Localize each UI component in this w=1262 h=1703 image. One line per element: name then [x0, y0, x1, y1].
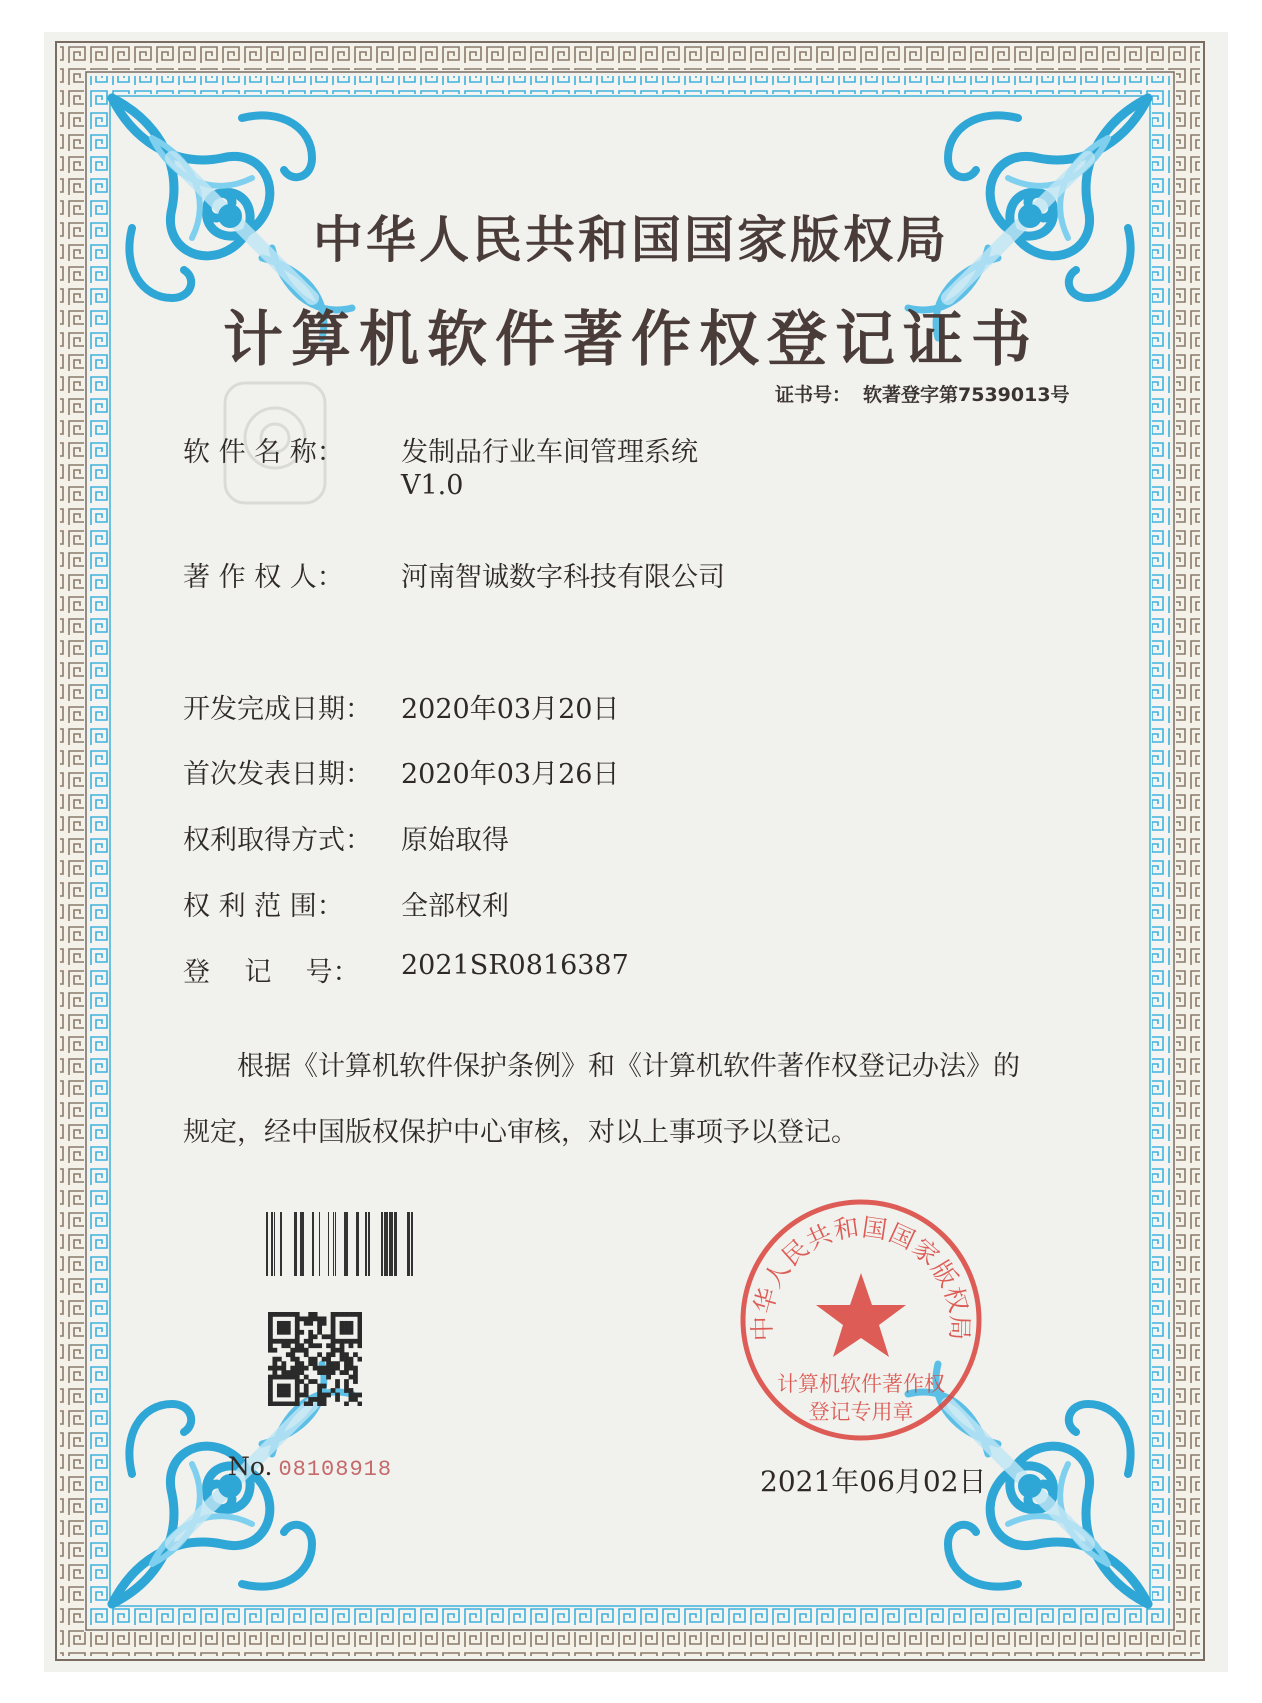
software-version-value: V1.0 [401, 470, 464, 501]
seal-ring-text: 中华人民共和国国家版权局 [747, 1212, 975, 1342]
legal-basis-line-1-text: 根据《计算机软件保护条例》和《计算机软件著作权登记办法》的 [237, 1051, 1020, 1082]
serial-number [228, 1452, 392, 1482]
certificate-number [775, 380, 1070, 407]
seal-line-1: 计算机软件著作权 [777, 1372, 945, 1396]
legal-basis-paragraph [183, 1034, 1103, 1166]
acquisition-label: 权利取得方式： [183, 825, 372, 856]
registration-number-label: 登 记 号： [183, 957, 360, 988]
official-seal-stamp [736, 1195, 986, 1445]
serial-number-value: 08108918 [278, 1457, 393, 1482]
qr-code-icon [268, 1312, 362, 1406]
seal-star-icon [816, 1273, 906, 1357]
acquisition-row [183, 818, 509, 857]
certificate-number-label: 证书号： [775, 384, 852, 406]
completion-date-row [183, 687, 620, 726]
scope-label: 权 利 范 围： [183, 891, 344, 922]
legal-basis-line-1 [183, 1034, 1103, 1100]
certificate-title: 计算机软件著作权登记证书 [223, 305, 1039, 375]
acquisition-value: 原始取得 [401, 825, 509, 856]
software-name-row [183, 430, 698, 469]
issue-date: 2021年06月02日 [760, 1465, 987, 1498]
owner-label: 著 作 权 人： [183, 562, 344, 593]
owner-value: 河南智诚数字科技有限公司 [401, 562, 725, 593]
publish-date-label: 首次发表日期： [183, 759, 372, 790]
barcode-icon [266, 1212, 416, 1276]
software-name-value: 发制品行业车间管理系统 [401, 437, 698, 468]
registration-number-value: 2021SR0816387 [401, 950, 629, 981]
issuing-authority: 中华人民共和国国家版权局 [313, 210, 949, 269]
software-name-label: 软 件 名 称： [183, 437, 344, 468]
publish-date-row [183, 752, 620, 791]
owner-row [183, 555, 725, 594]
registration-number-row [183, 950, 629, 989]
serial-number-label: No. [228, 1452, 273, 1481]
legal-basis-line-2: 规定，经中国版权保护中心审核，对以上事项予以登记。 [183, 1117, 858, 1148]
certificate-number-value: 软著登字第7539013号 [863, 384, 1070, 406]
publish-date-value: 2020年03月26日 [401, 759, 620, 790]
completion-date-value: 2020年03月20日 [401, 694, 620, 725]
scope-value: 全部权利 [401, 891, 509, 922]
seal-line-2: 登记专用章 [808, 1400, 914, 1424]
scope-row [183, 884, 509, 923]
completion-date-label: 开发完成日期： [183, 694, 372, 725]
